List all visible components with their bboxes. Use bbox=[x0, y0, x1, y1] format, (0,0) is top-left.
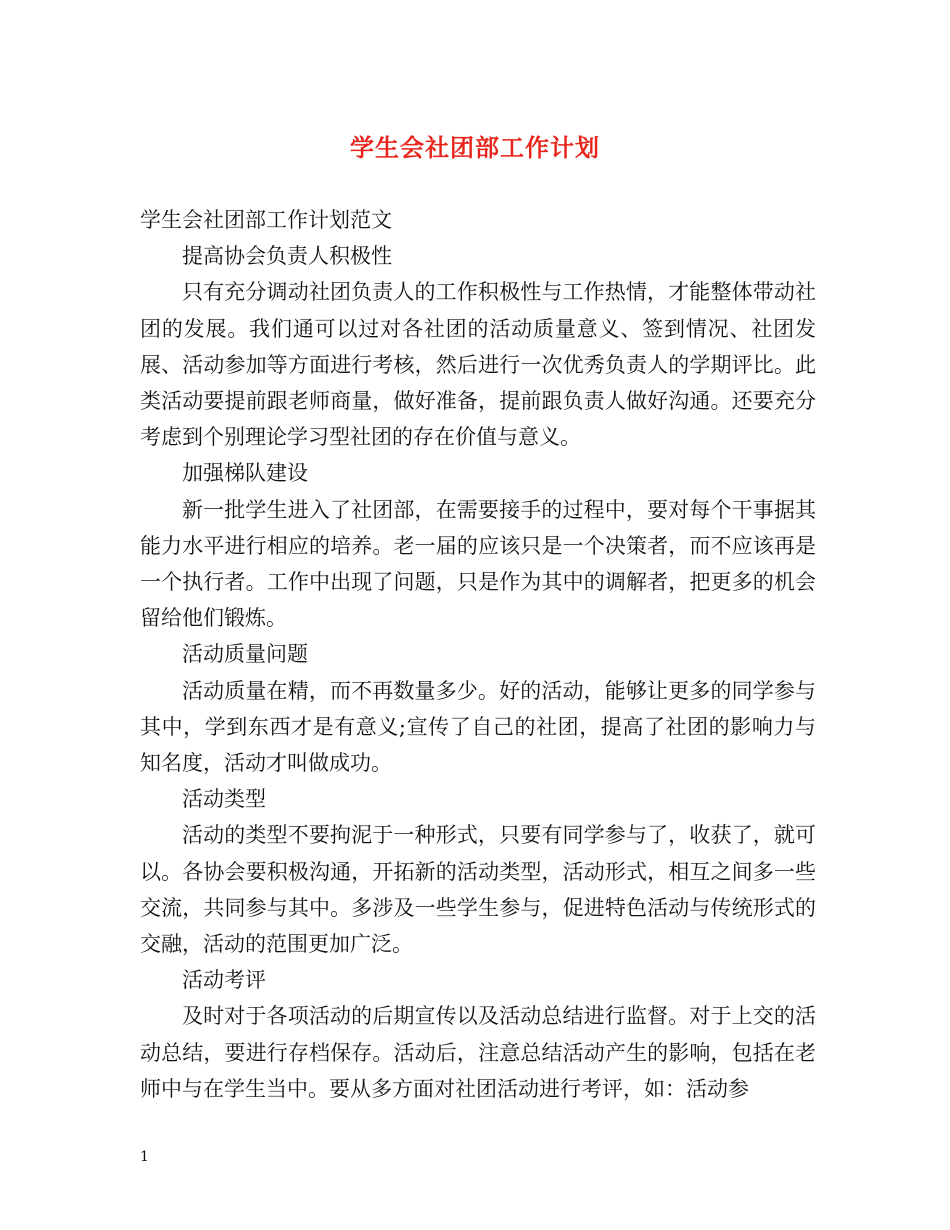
section-body-leader-motivation: 只有充分调动社团负责人的工作积极性与工作热情，才能整体带动社团的发展。我们通可以过对各社团的活动质量意义、签到情况、社团发展、活动参加等方面进行考核，然后进行一次优秀负责人的学期评比。此类活动要提前跟老师商量，做好准备，提前跟负责人做好沟通。还要充分考虑到个别理论学习型社团的存在价值与意义。 bbox=[140, 280, 816, 450]
section-heading-activity-evaluation: 活动考评 bbox=[182, 968, 266, 993]
section-body-activity-quality: 活动质量在精，而不再数量多少。好的活动，能够让更多的同学参与其中，学到东西才是有意义;宣传了自己的社团，提高了社团的影响力与知名度，活动才叫做成功。 bbox=[140, 678, 816, 776]
document-title: 学生会社团部工作计划 bbox=[350, 133, 600, 162]
page-number: 1 bbox=[140, 1149, 149, 1165]
section-heading-activity-types: 活动类型 bbox=[182, 787, 266, 812]
section-heading-leader-motivation: 提高协会负责人积极性 bbox=[182, 244, 392, 269]
section-body-activity-evaluation: 及时对于各项活动的后期宣传以及活动总结进行监督。对于上交的活动总结，要进行存档保存。活动后，注意总结活动产生的影响，包括在老师中与在学生当中。要从多方面对社团活动进行考评，如：活动参 bbox=[140, 1004, 816, 1101]
document-body bbox=[140, 202, 816, 1107]
section-body-activity-types: 活动的类型不要拘泥于一种形式，只要有同学参与了，收获了，就可以。各协会要积极沟通，开拓新的活动类型，活动形式，相互之间多一些交流，共同参与其中。多涉及一些学生参与，促进特色活动与传统形式的交融，活动的范围更加广泛。 bbox=[140, 823, 816, 957]
section-body-team-building: 新一批学生进入了社团部，在需要接手的过程中，要对每个干事据其能力水平进行相应的培养。老一届的应该只是一个决策者，而不应该再是一个执行者。工作中出现了问题，只是作为其中的调解者，把更多的机会留给他们锻炼。 bbox=[140, 497, 816, 631]
section-heading-activity-quality: 活动质量问题 bbox=[182, 642, 308, 667]
document-subtitle: 学生会社团部工作计划范文 bbox=[140, 208, 392, 232]
section-heading-team-building: 加强梯队建设 bbox=[182, 461, 308, 486]
